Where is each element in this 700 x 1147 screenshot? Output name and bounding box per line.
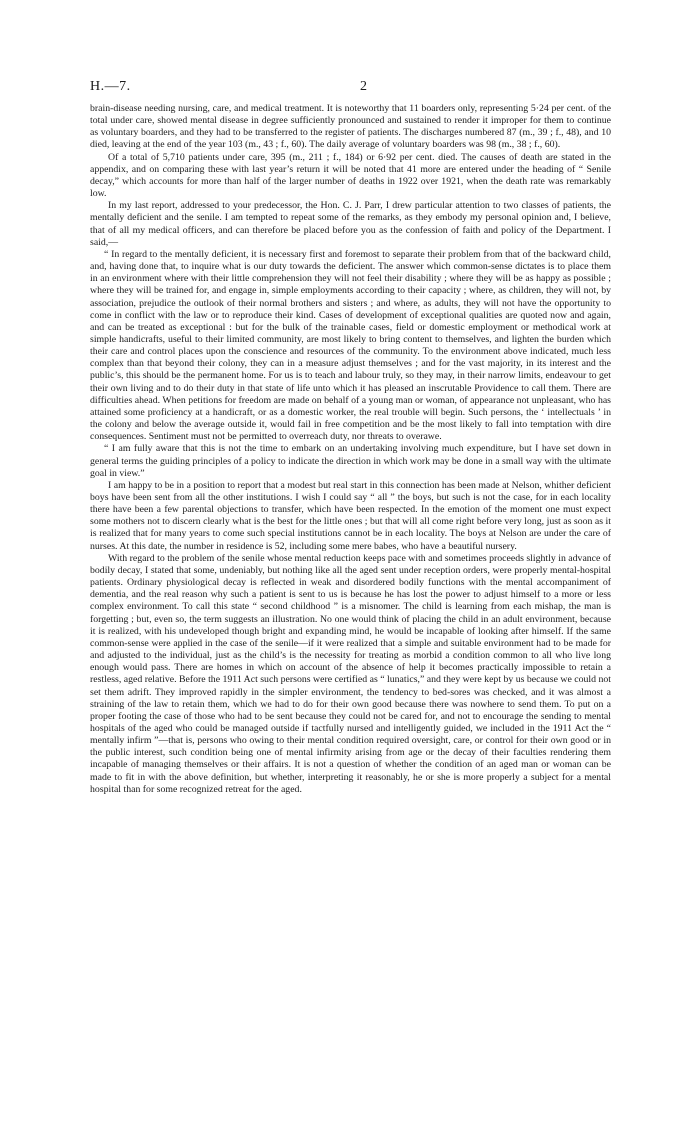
paragraph-boarders: brain-disease needing nursing, care, and medical treatment. It is noteworthy that 11 boarders only, representing 5·24 per cent. of the total under care, showed mental disease in degree sufficiently pronounced and sustained to render it improper for them to continue as voluntary boarders, and they had to be transferred to the register of patients. The discharges numbered 87 (m., 39 ; f., 48), and 10 died, leaving at the end of the year 103 (m., 43 ; f., 60). The daily average of voluntary boarders was 98 (m., 38 ; f., 60). (90, 103, 611, 151)
paragraph-nelson: I am happy to be in a position to report that a modest but real start in this connection has been made at Nelson, whither deficient boys have been sent from all the other institutions. I wish I could say “ all ” the boys, but such is not the case, for in each locality there have been a few parental objections to transfer, which have been respected. In the emotion of the moment one must expect some mothers not to discern clearly what is the best for the little ones ; but that will all come right before very long, just as soon as it is realized that for many years to come such special institutions cannot be in each locality. The boys at Nelson are under the care of nurses. At this date, the number in residence is 52, including some mere babes, who have a beautiful nursery. (90, 479, 611, 552)
quote-mentally-deficient: “ In regard to the mentally deficient, it is necessary first and foremost to separate their problem from that of the backward child, and, having done that, to inquire what is our duty towards the deficient. The answer which common-sense dictates is to place them in an environment where with their little comprehension they will not feel their disability ; where they will be as happy as possible ; where they will be trained for, and engage in, simple employments according to their capacity ; where, as children, they will not, by association, prejudice the outlook of their normal brothers and sisters ; and where, as adults, they will not have the opportunity to come in conflict with the law or to reproduce their kind. Cases of development of exceptional qualities are quoted now and again, and can be treated as exceptional : but for the bulk of the trainable cases, field or domestic employment or methodical work at simple handicrafts, useful to their limited community, are most likely to bring content to themselves, and lighten the burden which their care and control places upon the conscience and resources of the community. To the environment above indicated, much less complex than that beyond their colony, they can in a measure adjust themselves ; and for the vast majority, in its interest and the public’s, this should be the permanent home. For us is to teach and labour truly, so they may, in their narrow limits, endeavour to get their own living and to do their duty in that state of life unto which it has pleased an inscrutable Providence to call them. There are difficulties ahead. When petitions for freedom are made on behalf of a young man or woman, of appearance not unpleasant, who has attained some proficiency at a handicraft, or as a domestic worker, the real trouble will begin. Such persons, the ‘ intellectuals ’ in the colony and below the average outside it, would fail in free competition and be the most likely to fall into temptation with dire consequences. Sentiment must not be permitted to overreach duty, nor threats to overawe. (90, 248, 611, 443)
report-body (90, 103, 611, 796)
paragraph-deaths: Of a total of 5,710 patients under care, 395 (m., 211 ; f., 184) or 6·92 per cent. died. The causes of death are stated in the appendix, and on comparing these with last year’s return it will be noted that 41 more are entered under the heading of “ Senile decay,” which accounts for more than half of the larger number of deaths in 1922 over 1921, when the death rate was remarkably low. (90, 151, 611, 200)
document-reference: H.—7. (90, 79, 131, 94)
page-number: 2 (360, 79, 367, 94)
quote-expenditure: “ I am fully aware that this is not the time to embark on an undertaking involving much expenditure, but I have set down in general terms the guiding principles of a policy to indicate the direction in which work may be done in a small way with the ultimate goal in view.” (90, 443, 611, 479)
paragraph-senile: With regard to the problem of the senile whose mental reduction keeps pace with and sometimes proceeds slightly in advance of bodily decay, I stated that some, undeniably, but nothing like all the aged sent under reception orders, were properly mental-hospital patients. Ordinary physiological decay is reflected in weak and disordered bodily functions with the mental accompaniment of dementia, and the real reason why such a patient is sent to us is because he has lost the power to adjust himself to a more or less complex environment. To call this state “ second childhood ” is a misnomer. The child is learning from each mishap, the man is forgetting ; but, even so, the term suggests an illustration. No one would think of placing the child in an adult environment, because it is realized, with his undeveloped though bright and expanding mind, he would be incapable of looking after himself. If the same common-sense were applied in the case of the senile—if it were realized that a simple and suitable environment had to be made for and adjusted to the individual, just as the child’s is the necessity for treating as morbid a condition common to all who live long enough would pass. There are homes in which on account of the absence of help it becomes practically impossible to retain a restless, aged relative. Before the 1911 Act such persons were certified as “ lunatics,” and they were kept by us because we could not set them adrift. They improved rapidly in the simpler environment, the tendency to bed-sores was checked, and it was almost a straining of the law to retain them, which we had to do for their own good because there was nowhere to send them. To put on a proper footing the case of those who had to be sent because they could not be cared for, and not to encourage the sending to mental hospitals of the aged who could be managed outside if tactfully nursed and intelligently guided, we included in the 1911 Act the “ mentally infirm ”—that is, persons who owing to their mental condition required oversight, care, or control for their own good or in the public interest, such condition being one of mental infirmity arising from age or the decay of their faculties rendering them incapable of managing themselves or their affairs. It is not a question of whether the condition of an aged man or woman can be made to fit in with the above definition, but whether, interpreting it reasonably, he or she is more properly a subject for a mental hospital than for some recognized retreat for the aged. (90, 552, 611, 795)
paragraph-last-report: In my last report, addressed to your predecessor, the Hon. C. J. Parr, I drew particular attention to two classes of patients, the mentally deficient and the senile. I am tempted to repeat some of the remarks, as they embody my personal opinion and, I believe, that of all my medical officers, and can therefore be placed before you as the confession of faith and policy of the Department. I said,— (90, 200, 611, 248)
page-header (90, 79, 610, 99)
